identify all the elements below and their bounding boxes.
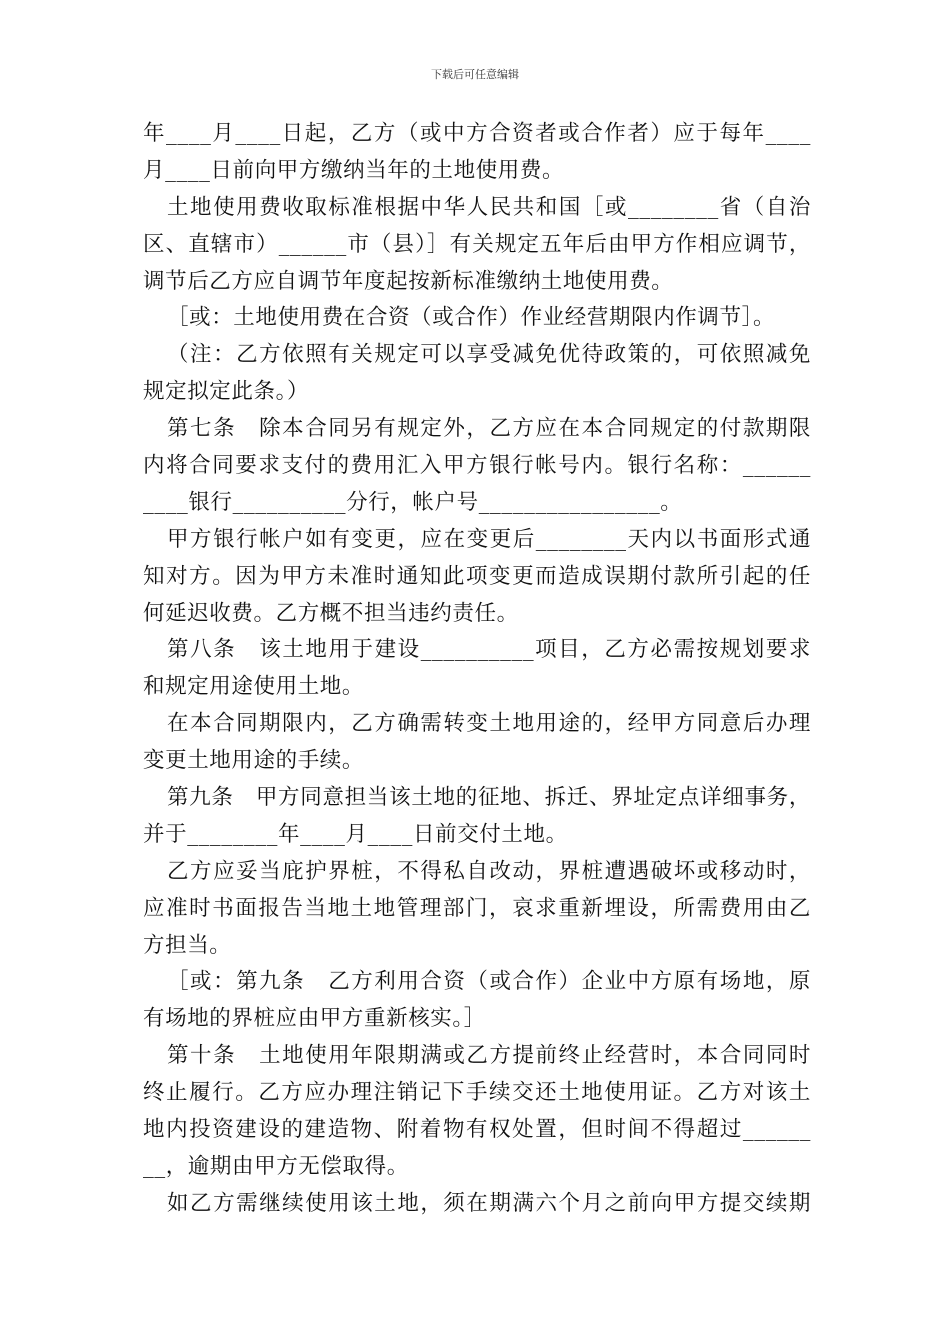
- text-line: 方担当。: [143, 932, 232, 958]
- text-line: 在本合同期限内，乙方确需转变土地用途的，经甲方同意后办理: [167, 711, 811, 737]
- text-line: ____银行__________分行，帐户号________________。: [143, 489, 683, 515]
- text-line: 终止履行。乙方应办理注销记下手续交还土地使用证。乙方对该土: [143, 1080, 811, 1106]
- text-line: 何延迟收费。乙方概不担当违约责任。: [143, 600, 519, 626]
- text-line: 内将合同要求支付的费用汇入甲方银行帐号内。银行名称：______: [143, 453, 811, 479]
- text-line: 有场地的界桩应由甲方重新核实。］: [143, 1006, 486, 1032]
- text-line: __，逾期由甲方无偿取得。: [143, 1153, 409, 1179]
- text-line: 规定拟定此条。）: [143, 379, 310, 405]
- text-line: 第七条 除本合同另有规定外，乙方应在本合同规定的付款期限: [167, 416, 811, 442]
- text-line: 变更土地用途的手续。: [143, 748, 365, 774]
- text-line: 应准时书面报告当地土地管理部门，哀求重新埋设，所需费用由乙: [143, 895, 811, 921]
- text-line: 月____日前向甲方缴纳当年的土地使用费。: [143, 157, 565, 183]
- text-line: 土地使用费收取标准根据中华人民共和国［或________省（自治: [167, 194, 811, 220]
- text-line: ［或：第九条 乙方利用合资（或合作）企业中方原有场地，原: [167, 969, 811, 995]
- document-body: [143, 116, 811, 1223]
- text-line: ［或：土地使用费在合资（或合作）作业经营期限内作调节］。: [167, 305, 776, 331]
- text-line: 调节后乙方应自调节年度起按新标准缴纳土地使用费。: [143, 268, 674, 294]
- text-line: 地内投资建设的建造物、附着物有权处置，但时间不得超过______: [143, 1117, 811, 1143]
- text-line: （注：乙方依照有关规定可以享受减免优待政策的，可依照减免: [167, 342, 811, 368]
- text-line: 如乙方需继续使用该土地，须在期满六个月之前向甲方提交续期: [167, 1190, 811, 1216]
- text-line: 第九条 甲方同意担当该土地的征地、拆迁、界址定点详细事务，: [167, 785, 811, 811]
- text-line: 知对方。因为甲方未准时通知此项变更而造成误期付款所引起的任: [143, 563, 811, 589]
- text-line: 乙方应妥当庇护界桩，不得私自改动，界桩遭遇破坏或移动时，: [167, 858, 811, 884]
- text-line: 第八条 该土地用于建设__________项目，乙方必需按规划要求: [167, 637, 811, 663]
- text-line: 和规定用途使用土地。: [143, 674, 365, 700]
- text-line: 甲方银行帐户如有变更，应在变更后________天内以书面形式通: [167, 526, 811, 552]
- text-line: 区、直辖市）______市（县）］有关规定五年后由甲方作相应调节，: [143, 231, 811, 257]
- text-line: 并于________年____月____日前交付土地。: [143, 821, 568, 847]
- text-line: 第十条 土地使用年限期满或乙方提前终止经营时，本合同同时: [167, 1043, 811, 1069]
- text-line: 年____月____日起，乙方（或中方合资者或合作者）应于每年____: [143, 121, 811, 146]
- page-header: 下载后可任意编辑: [431, 68, 519, 81]
